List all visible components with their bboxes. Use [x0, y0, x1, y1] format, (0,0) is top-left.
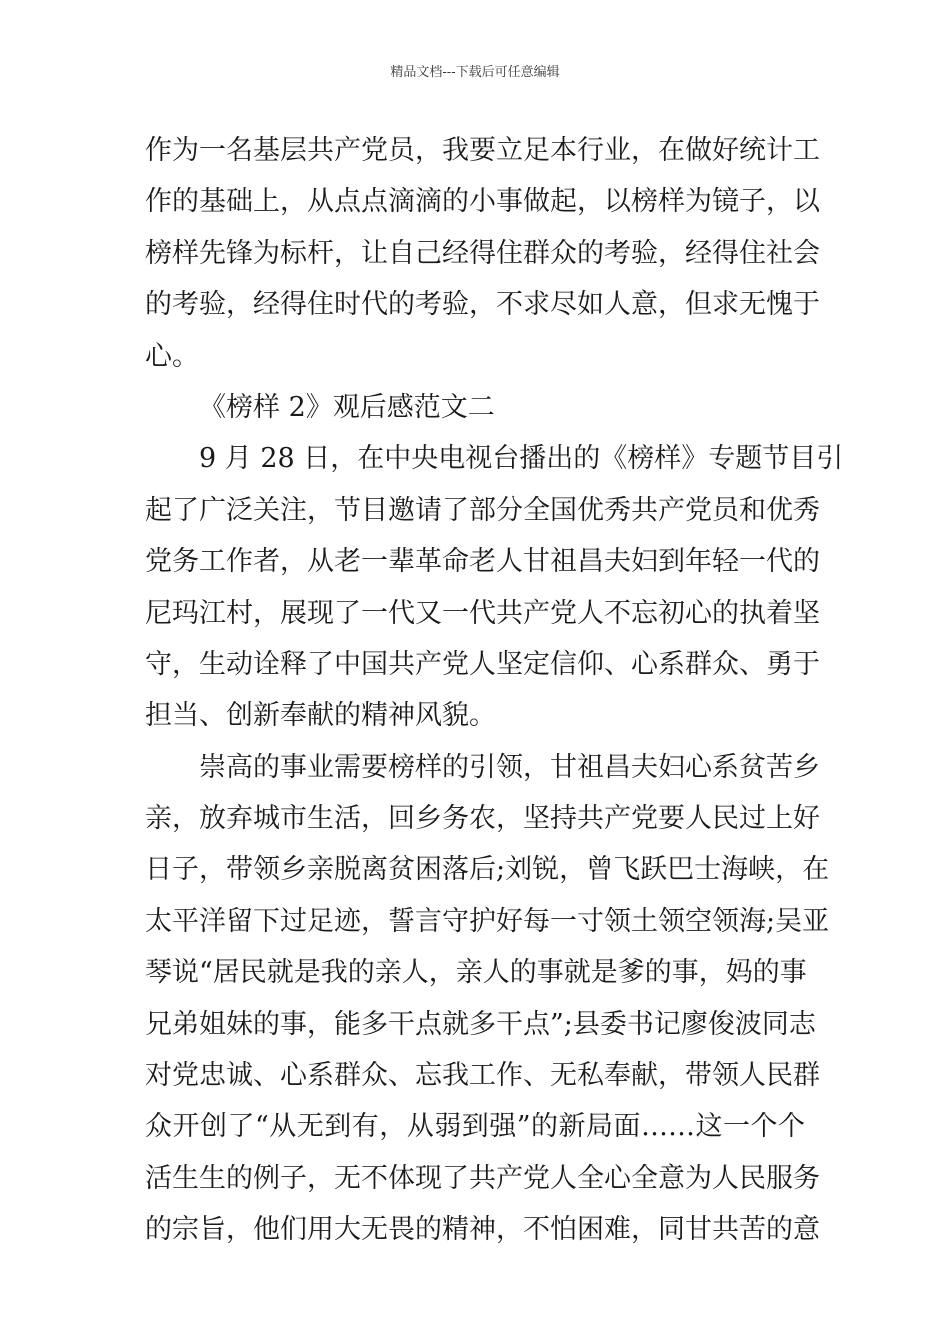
text-line: 《榜样 2》观后感范文二 [199, 391, 495, 423]
text-line: 对党忠诚、心系群众、忘我工作、无私奉献，带领人民群 [145, 1060, 820, 1092]
text-line: 崇高的事业需要榜样的引领，甘祖昌夫妇心系贫苦乡 [199, 751, 820, 783]
body-text [145, 125, 844, 1256]
text-line: 尼玛江村，展现了一代又一代共产党人不忘初心的执着坚 [145, 597, 820, 629]
text-line: 作的基础上，从点点滴滴的小事做起，以榜样为镜子，以 [145, 186, 820, 218]
text-line: 活生生的例子，无不体现了共产党人全心全意为人民服务 [145, 1162, 820, 1194]
text-line: 太平洋留下过足迹，誓言守护好每一寸领土领空领海;吴亚 [145, 905, 830, 937]
text-line: 日子，带领乡亲脱离贫困落后;刘锐，曾飞跃巴士海峡，在 [145, 854, 830, 886]
text-line: 守，生动诠释了中国共产党人坚定信仰、心系群众、勇于 [145, 648, 820, 680]
text-line: 榜样先锋为标杆，让自己经得住群众的考验，经得住社会 [145, 237, 820, 269]
text-line: 众开创了“从无到有，从弱到强”的新局面……这一个个 [145, 1111, 805, 1143]
page-header: 精品文档---下载后可任意编辑 [390, 65, 560, 80]
text-line: 亲，放弃城市生活，回乡务农，坚持共产党要人民过上好 [145, 803, 820, 835]
text-line: 9 月 28 日，在中央电视台播出的《榜样》专题节目引 [199, 443, 844, 475]
text-line: 的考验，经得住时代的考验，不求尽如人意，但求无愧于 [145, 289, 820, 321]
text-line: 起了广泛关注，节目邀请了部分全国优秀共产党员和优秀 [145, 494, 820, 526]
text-line: 心。 [145, 340, 199, 372]
text-line: 党务工作者，从老一辈革命老人甘祖昌夫妇到年轻一代的 [145, 546, 820, 578]
text-line: 兄弟姐妹的事，能多干点就多干点”;县委书记廖俊波同志 [145, 1008, 816, 1040]
text-line: 担当、创新奉献的精神风貌。 [145, 700, 496, 732]
text-line: 的宗旨，他们用大无畏的精神，不怕困难，同甘共苦的意 [145, 1214, 820, 1246]
text-line: 作为一名基层共产党员，我要立足本行业，在做好统计工 [145, 135, 820, 166]
text-line: 琴说“居民就是我的亲人，亲人的事就是爹的事，妈的事 [145, 957, 807, 989]
